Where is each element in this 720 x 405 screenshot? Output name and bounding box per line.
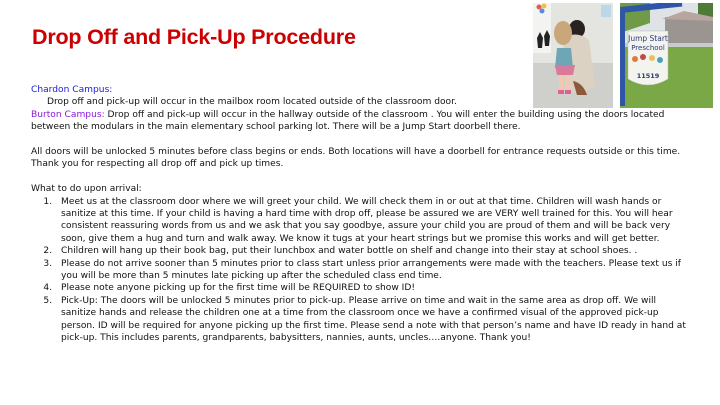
chardon-campus-label: Chardon Campus:: [31, 85, 113, 95]
sign-line1: Jump Start: [628, 34, 668, 43]
burton-campus-paragraph: [31, 109, 691, 134]
arrival-step: 2. Children will hang up their book bag, put their lunchbox and water bottle on shelf and change into their stay at school shoes. .: [55, 245, 691, 257]
burton-campus-label: Burton Campus:: [31, 109, 105, 120]
spacer: [31, 171, 691, 183]
arrival-step: 3. Please do not arrive sooner than 5 minutes prior to class start unless prior arrangements were made with the teachers. Please text us if you will be more than 5 minutes late picking up after the scheduled class end time.: [55, 258, 691, 283]
spacer: [31, 134, 691, 146]
sign-line2: Preschool: [631, 44, 665, 52]
chardon-campus-text: Drop off and pick-up will occur in the mailbox room located outside of the classroom door.: [47, 97, 457, 108]
arrival-step: 4. Please note anyone picking up for the first time will be REQUIRED to show ID!: [55, 282, 691, 294]
arrival-steps-list: [31, 196, 691, 345]
arrival-step: 1. Meet us at the classroom door where we will greet your child. We will check them in or out at that time. Children will wash hands or sanitize at this time. If your child is having a hard time with drop off, please be assured we are VERY well trained for this. You will hear consistent reassuring words from us and we ask that you say goodbye, assure your child you are proud of them and will be back very soon, give them a hug and turn and walk away. We know it tugs at your heart strings but we promise this works and will get better.: [55, 196, 691, 246]
arrival-step: 5. Pick-Up: The doors will be unlocked 5 minutes prior to pick-up. Please arrive on time and wait in the same area as drop off. We will sanitize hands and release the children one at a time from the classroom once we have a confirmed visual of the approved pick-up person. ID will be required for anyone picking up the first time. Please send a note with that person’s name and have ID ready in hand at pick-up. This includes parents, grandparents, babysitters, nannies, aunts, uncles….anyone. Thank you!: [55, 295, 691, 345]
procedure-body: [31, 84, 691, 345]
burton-campus-text: Drop off and pick-up will occur in the hallway outside of the classroom . You will enter the building using the doors located between the modulars in the main elementary school parking lot. There will be a Jump Start doorbell there.: [31, 109, 665, 133]
page-title: Drop Off and Pick-Up Procedure: [32, 25, 356, 49]
doors-note: All doors will be unlocked 5 minutes before class begins or ends. Both locations will have a doorbell for entrance requests outside or this time. Thank you for respecting all drop off and pick up times.: [31, 147, 681, 170]
arrival-heading: What to do upon arrival:: [31, 184, 142, 195]
sign-number: 11519: [636, 72, 660, 80]
